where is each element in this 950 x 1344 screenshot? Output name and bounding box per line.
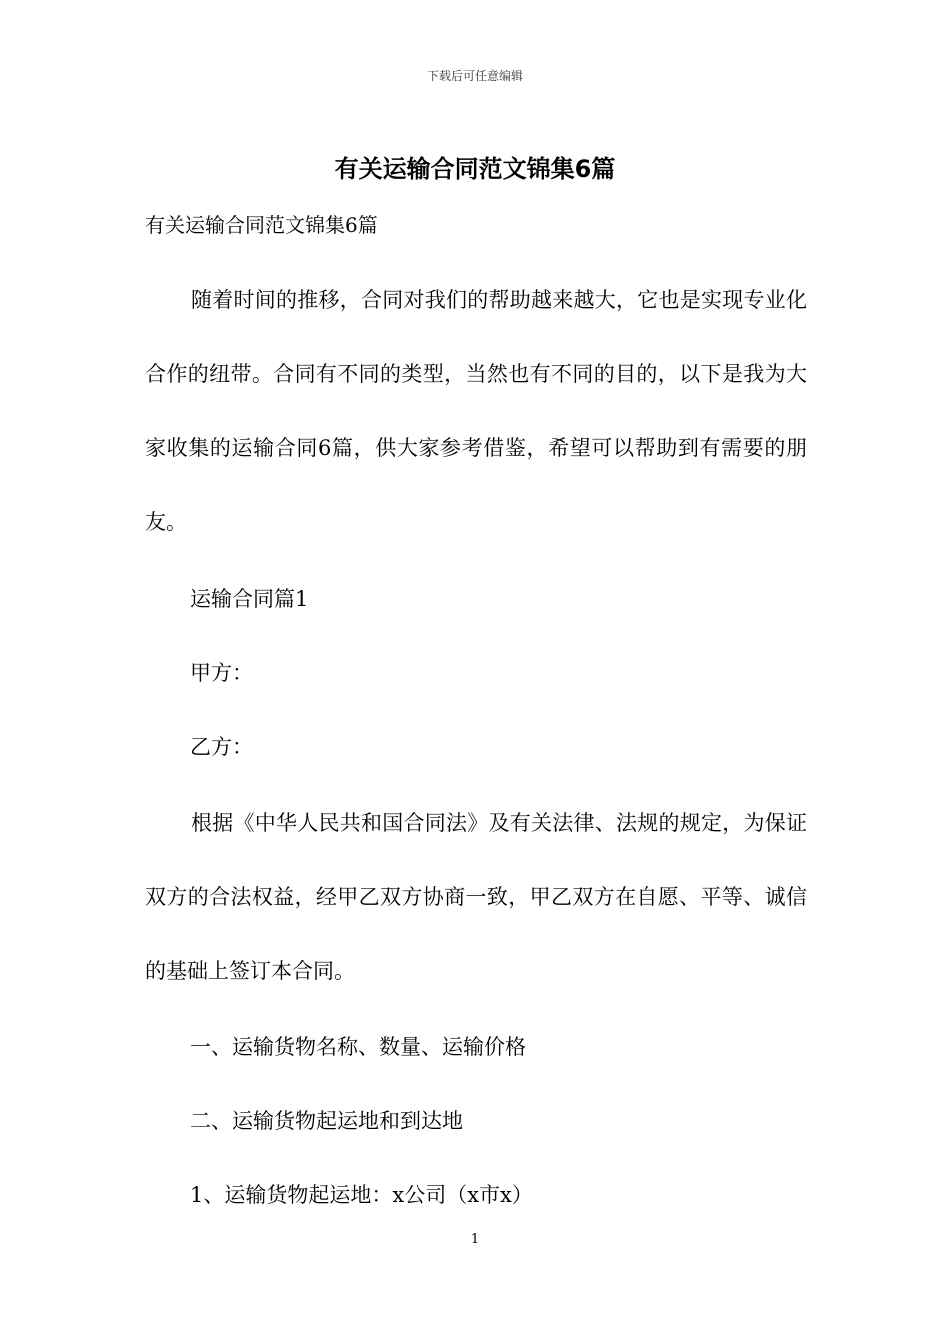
clause-2-item-1: 1、运输货物起运地：x公司（x市x） xyxy=(190,1183,533,1207)
page-number: 1 xyxy=(470,1232,480,1247)
document-title: 有关运输合同范文锦集6篇 xyxy=(334,155,616,183)
clause-2: 二、运输货物起运地和到达地 xyxy=(190,1109,463,1133)
basis-paragraph: 根据《中华人民共和国合同法》及有关法律、法规的规定，为保证双方的合法权益，经甲乙双方协商一致，甲乙双方在自愿、平等、诚信的基础上签订本合同。 xyxy=(145,811,807,983)
page-header-note: 下载后可任意编辑 xyxy=(426,69,523,83)
section-heading: 运输合同篇1 xyxy=(190,587,309,611)
party-a-label: 甲方： xyxy=(190,661,253,685)
clause-1: 一、运输货物名称、数量、运输价格 xyxy=(190,1035,526,1059)
document-subtitle: 有关运输合同范文锦集6篇 xyxy=(145,213,378,237)
intro-paragraph: 随着时间的推移，合同对我们的帮助越来越大，它也是实现专业化合作的纽带。合同有不同的类型，当然也有不同的目的，以下是我为大家收集的运输合同6篇，供大家参考借鉴，希望可以帮助到有需要的朋友。 xyxy=(145,288,807,534)
party-b-label: 乙方： xyxy=(190,735,253,759)
